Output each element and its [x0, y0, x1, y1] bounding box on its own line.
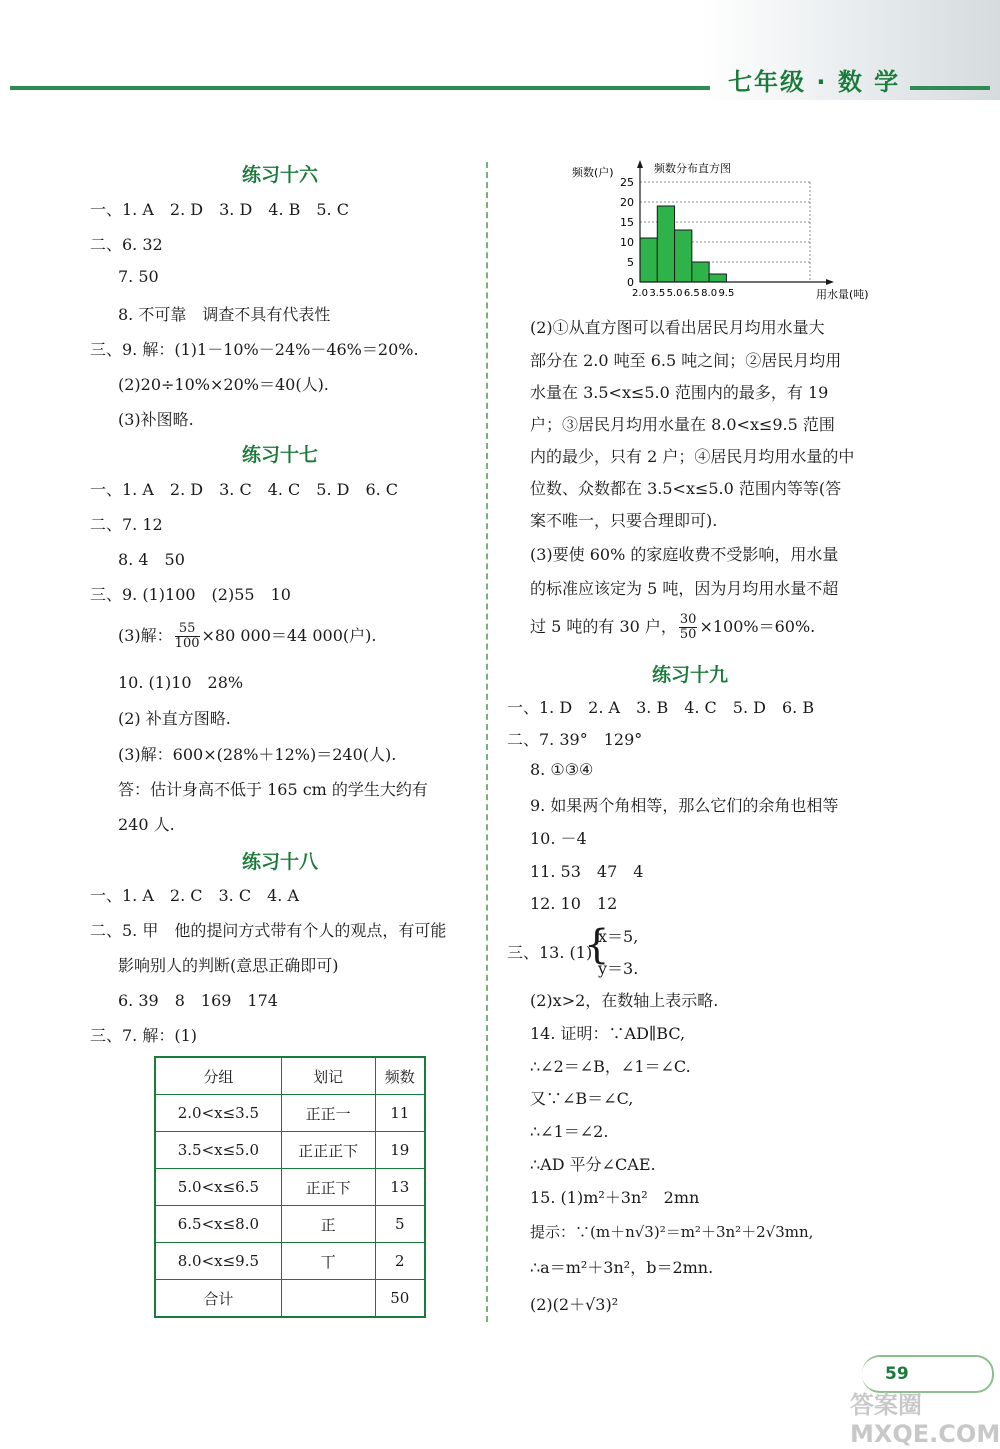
- table-cell: 正正下: [281, 1169, 375, 1206]
- x-tick-label: 6.5: [683, 288, 700, 299]
- answer-line: 11. 53 47 4: [530, 862, 644, 881]
- table-header-cell: 分组: [155, 1057, 281, 1095]
- answer-line: 6. 39 8 169 174: [118, 991, 278, 1010]
- answer-line: 一、1. A 2. D 3. C 4. C 5. D 6. C: [90, 480, 399, 499]
- answer-line: 7. 50: [118, 267, 159, 286]
- y-tick-label: 25: [620, 176, 634, 189]
- table-cell: 正: [281, 1206, 375, 1243]
- answer-line: 12. 10 12: [530, 894, 618, 913]
- answer-line: 三、9. 解：(1)1－10%－24%－46%＝20%.: [90, 340, 419, 359]
- column-divider: [486, 162, 488, 1322]
- histogram-bar: [709, 274, 726, 282]
- answer-line: 10. (1)10 28%: [118, 673, 244, 692]
- header-rule: [10, 86, 710, 90]
- x-tick-label: 9.5: [718, 288, 735, 299]
- answer-line: 一、1. A 2. D 3. D 4. B 5. C: [90, 200, 349, 219]
- answer-line: (3)补图略.: [118, 410, 194, 429]
- answer-line: 9. 如果两个角相等，那么它们的余角也相等: [530, 796, 839, 815]
- y-axis-arrow-icon: [637, 160, 643, 168]
- answer-line: 8. 不可靠 调查不具有代表性: [118, 305, 331, 324]
- y-tick-label: 10: [620, 236, 634, 249]
- fraction-suffix: ×100%＝60%.: [699, 617, 816, 636]
- fraction-line: [530, 613, 815, 642]
- answer-line: (2)20÷10%×20%＝40(人).: [118, 375, 329, 394]
- answer-line: (2)x>2，在数轴上表示略.: [530, 991, 719, 1010]
- answer-line: 三、9. (1)100 (2)55 10: [90, 585, 291, 604]
- answer-line: 一、1. A 2. C 3. C 4. A: [90, 886, 300, 905]
- section-heading-18: 练习十八: [241, 851, 318, 873]
- fraction-numerator: 55: [175, 622, 200, 637]
- table-cell: 6.5<x≤8.0: [155, 1206, 281, 1243]
- table-cell: 11: [375, 1095, 425, 1132]
- table-cell: 3.5<x≤5.0: [155, 1132, 281, 1169]
- table-cell: 19: [375, 1132, 425, 1169]
- answer-line: 位数、众数都在 3.5<x≤5.0 范围内等等(答: [530, 479, 842, 498]
- fraction-line: [118, 622, 376, 651]
- answer-line: 8. ①③④: [530, 760, 594, 779]
- x-axis-arrow-icon: [826, 279, 834, 285]
- left-brace-icon: {: [584, 922, 610, 968]
- table-row: [155, 1206, 425, 1243]
- y-axis-label: 频数(户): [572, 166, 614, 179]
- table-header-cell: 频数: [375, 1057, 425, 1095]
- answer-line: 内的最少，只有 2 户；④居民月均用水量的中: [530, 447, 855, 466]
- histogram-bar: [675, 230, 692, 282]
- frequency-table: [154, 1056, 426, 1318]
- page-number: 59: [885, 1364, 909, 1384]
- x-axis-label: 用水量(吨): [816, 288, 869, 301]
- system-prefix: 三、13. (1): [507, 943, 593, 962]
- watermark: 答案圈 MXQE.COM: [850, 1391, 1000, 1448]
- answer-line: 部分在 2.0 吨至 6.5 吨之间；②居民月均用: [530, 351, 842, 370]
- table-row: [155, 1169, 425, 1206]
- y-tick-label: 15: [620, 216, 634, 229]
- answer-line: 影响别人的判断(意思正确即可): [118, 956, 339, 975]
- table-cell: 丅: [281, 1243, 375, 1280]
- answer-line: 的标准应该定为 5 吨，因为月均用水量不超: [530, 579, 839, 598]
- chart-title: 频数分布直方图: [654, 162, 731, 175]
- answer-line: 提示：∵(m＋n√3)²＝m²＋3n²＋2√3mn,: [530, 1223, 814, 1241]
- y-tick-label: 5: [627, 256, 634, 269]
- section-heading-17: 练习十七: [241, 444, 318, 466]
- table-row: [155, 1280, 425, 1318]
- answer-line: 又∵∠B＝∠C,: [530, 1089, 634, 1108]
- table-cell: 正正一: [281, 1095, 375, 1132]
- answer-line: 8. 4 50: [118, 550, 185, 569]
- table-row: [155, 1095, 425, 1132]
- section-heading-19: 练习十九: [651, 664, 728, 686]
- table-cell: 13: [375, 1169, 425, 1206]
- histogram-bar: [640, 238, 657, 282]
- fraction-denominator: 50: [679, 627, 697, 642]
- answer-line: ∴∠2＝∠B，∠1＝∠C.: [530, 1057, 691, 1076]
- answer-line: (3)要使 60% 的家庭收费不受影响，用水量: [530, 545, 839, 564]
- answer-line: ∴a＝m²＋3n²，b＝2mn.: [530, 1258, 714, 1277]
- x-tick-label: 2.0: [632, 288, 648, 299]
- answer-line: 水量在 3.5<x≤5.0 范围内的最多，有 19: [530, 383, 829, 402]
- answer-line: (2)(2＋√3)²: [530, 1295, 619, 1314]
- answer-line: 二、7. 12: [90, 515, 163, 534]
- table-cell: 正正正下: [281, 1132, 375, 1169]
- answer-line: 15. (1)m²＋3n² 2mn: [530, 1188, 700, 1207]
- fraction-prefix: 过 5 吨的有 30 户，: [530, 617, 677, 636]
- answer-line: (3)解：600×(28%＋12%)＝240(人).: [118, 745, 397, 764]
- answer-line: 案不唯一，只要合理即可).: [530, 511, 718, 530]
- table-row: [155, 1243, 425, 1280]
- x-tick-label: 8.0: [701, 288, 718, 299]
- table-cell: 8.0<x≤9.5: [155, 1243, 281, 1280]
- fraction-prefix: (3)解：: [118, 626, 173, 645]
- table-cell: 2: [375, 1243, 425, 1280]
- table-header-row: [155, 1057, 425, 1095]
- answer-line: 户；③居民月均用水量在 8.0<x≤9.5 范围: [530, 415, 835, 434]
- table-cell: 5.0<x≤6.5: [155, 1169, 281, 1206]
- answer-line: (2) 补直方图略.: [118, 709, 231, 728]
- frequency-histogram: [560, 150, 869, 301]
- answer-line: ∴AD 平分∠CAE.: [530, 1155, 656, 1174]
- answer-line: 二、7. 39° 129°: [507, 730, 643, 749]
- answer-line: 一、1. D 2. A 3. B 4. C 5. D 6. B: [507, 698, 815, 717]
- answer-line: 240 人.: [118, 815, 175, 834]
- header-rule-right: [910, 86, 990, 90]
- table-cell: 50: [375, 1280, 425, 1318]
- table-row: [155, 1132, 425, 1169]
- fraction: [679, 613, 698, 642]
- table-cell: 5: [375, 1206, 425, 1243]
- y-tick-label: 20: [620, 196, 634, 209]
- section-heading-16: 练习十六: [241, 164, 318, 186]
- answer-line: 二、5. 甲 他的提问方式带有个人的观点，有可能: [90, 921, 447, 940]
- system-equation: x＝5,: [598, 927, 639, 946]
- answer-line: (2)①从直方图可以看出居民月均用水量大: [530, 318, 825, 337]
- fraction-numerator: 30: [679, 612, 697, 627]
- answer-line: 14. 证明：∵AD∥BC,: [530, 1024, 686, 1043]
- table-cell: 2.0<x≤3.5: [155, 1095, 281, 1132]
- x-tick-label: 5.0: [666, 288, 683, 299]
- answer-line: 10. －4: [530, 829, 587, 848]
- table-cell: 合计: [155, 1280, 281, 1318]
- y-tick-label: 0: [627, 276, 634, 289]
- answer-line: 二、6. 32: [90, 235, 163, 254]
- histogram-bar: [657, 206, 674, 282]
- page-header-title: 七年级 · 数 学: [728, 68, 901, 96]
- histogram-bar: [692, 262, 709, 282]
- fraction-denominator: 100: [174, 636, 200, 651]
- x-tick-label: 3.5: [649, 288, 666, 299]
- answer-line: 答：估计身高不低于 165 cm 的学生大约有: [118, 780, 428, 799]
- answer-line: 三、7. 解：(1): [90, 1026, 198, 1045]
- table-header-cell: 划记: [281, 1057, 375, 1095]
- fraction-suffix: ×80 000＝44 000(户).: [201, 626, 377, 645]
- answer-line: ∴∠1＝∠2.: [530, 1122, 609, 1141]
- system-equation: y＝3.: [598, 959, 639, 978]
- fraction: [175, 622, 200, 651]
- table-cell: [281, 1280, 375, 1318]
